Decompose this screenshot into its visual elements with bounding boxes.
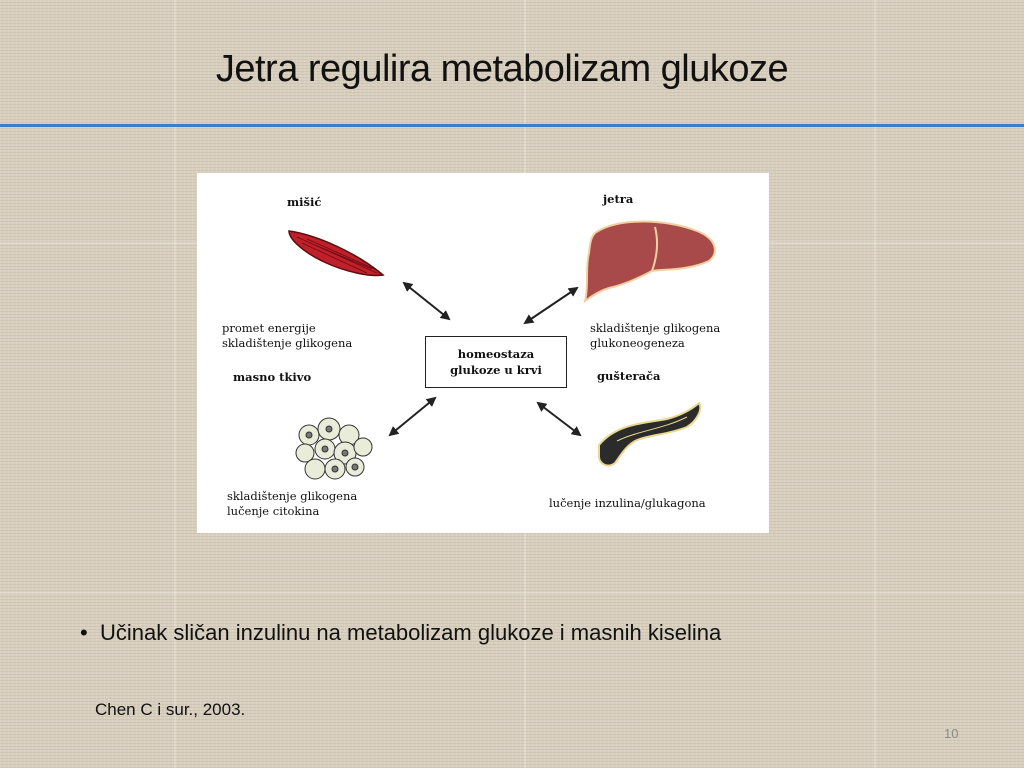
fat-label: masno tkivo — [233, 370, 312, 384]
bullet-marker: • — [80, 620, 88, 645]
homeostasis-box — [425, 336, 567, 388]
liver-desc-2: glukoneogeneza — [590, 336, 685, 350]
fat-desc-2: lučenje citokina — [227, 504, 320, 518]
pancreas-desc: lučenje inzulina/glukagona — [549, 496, 706, 510]
fat-desc-1: skladištenje glikogena — [227, 489, 358, 503]
homeostasis-line-1: homeostaza — [457, 347, 535, 361]
page-number: 10 — [944, 726, 959, 741]
slide-title: Jetra regulira metabolizam glukoze — [215, 48, 789, 90]
pancreas-icon — [599, 403, 700, 465]
fat-cells-icon — [296, 418, 372, 479]
bullet-point — [80, 620, 721, 646]
muscle-desc-1: promet energije — [222, 321, 316, 335]
title-divider — [0, 124, 1024, 127]
homeostasis-line-2: glukoze u krvi — [450, 363, 542, 377]
liver-desc-1: skladištenje glikogena — [590, 321, 721, 335]
liver-label: jetra — [603, 192, 634, 206]
liver-icon — [585, 222, 715, 302]
muscle-icon — [289, 231, 383, 275]
muscle-desc-2: skladištenje glikogena — [222, 336, 353, 350]
bullet-text: Učinak sličan inzulinu na metabolizam glukoze i masnih kiselina — [100, 620, 722, 645]
pancreas-label: gušterača — [597, 369, 661, 383]
muscle-label: mišić — [287, 195, 322, 209]
glucose-homeostasis-diagram — [197, 173, 769, 533]
citation: Chen C i sur., 2003. — [95, 700, 246, 719]
